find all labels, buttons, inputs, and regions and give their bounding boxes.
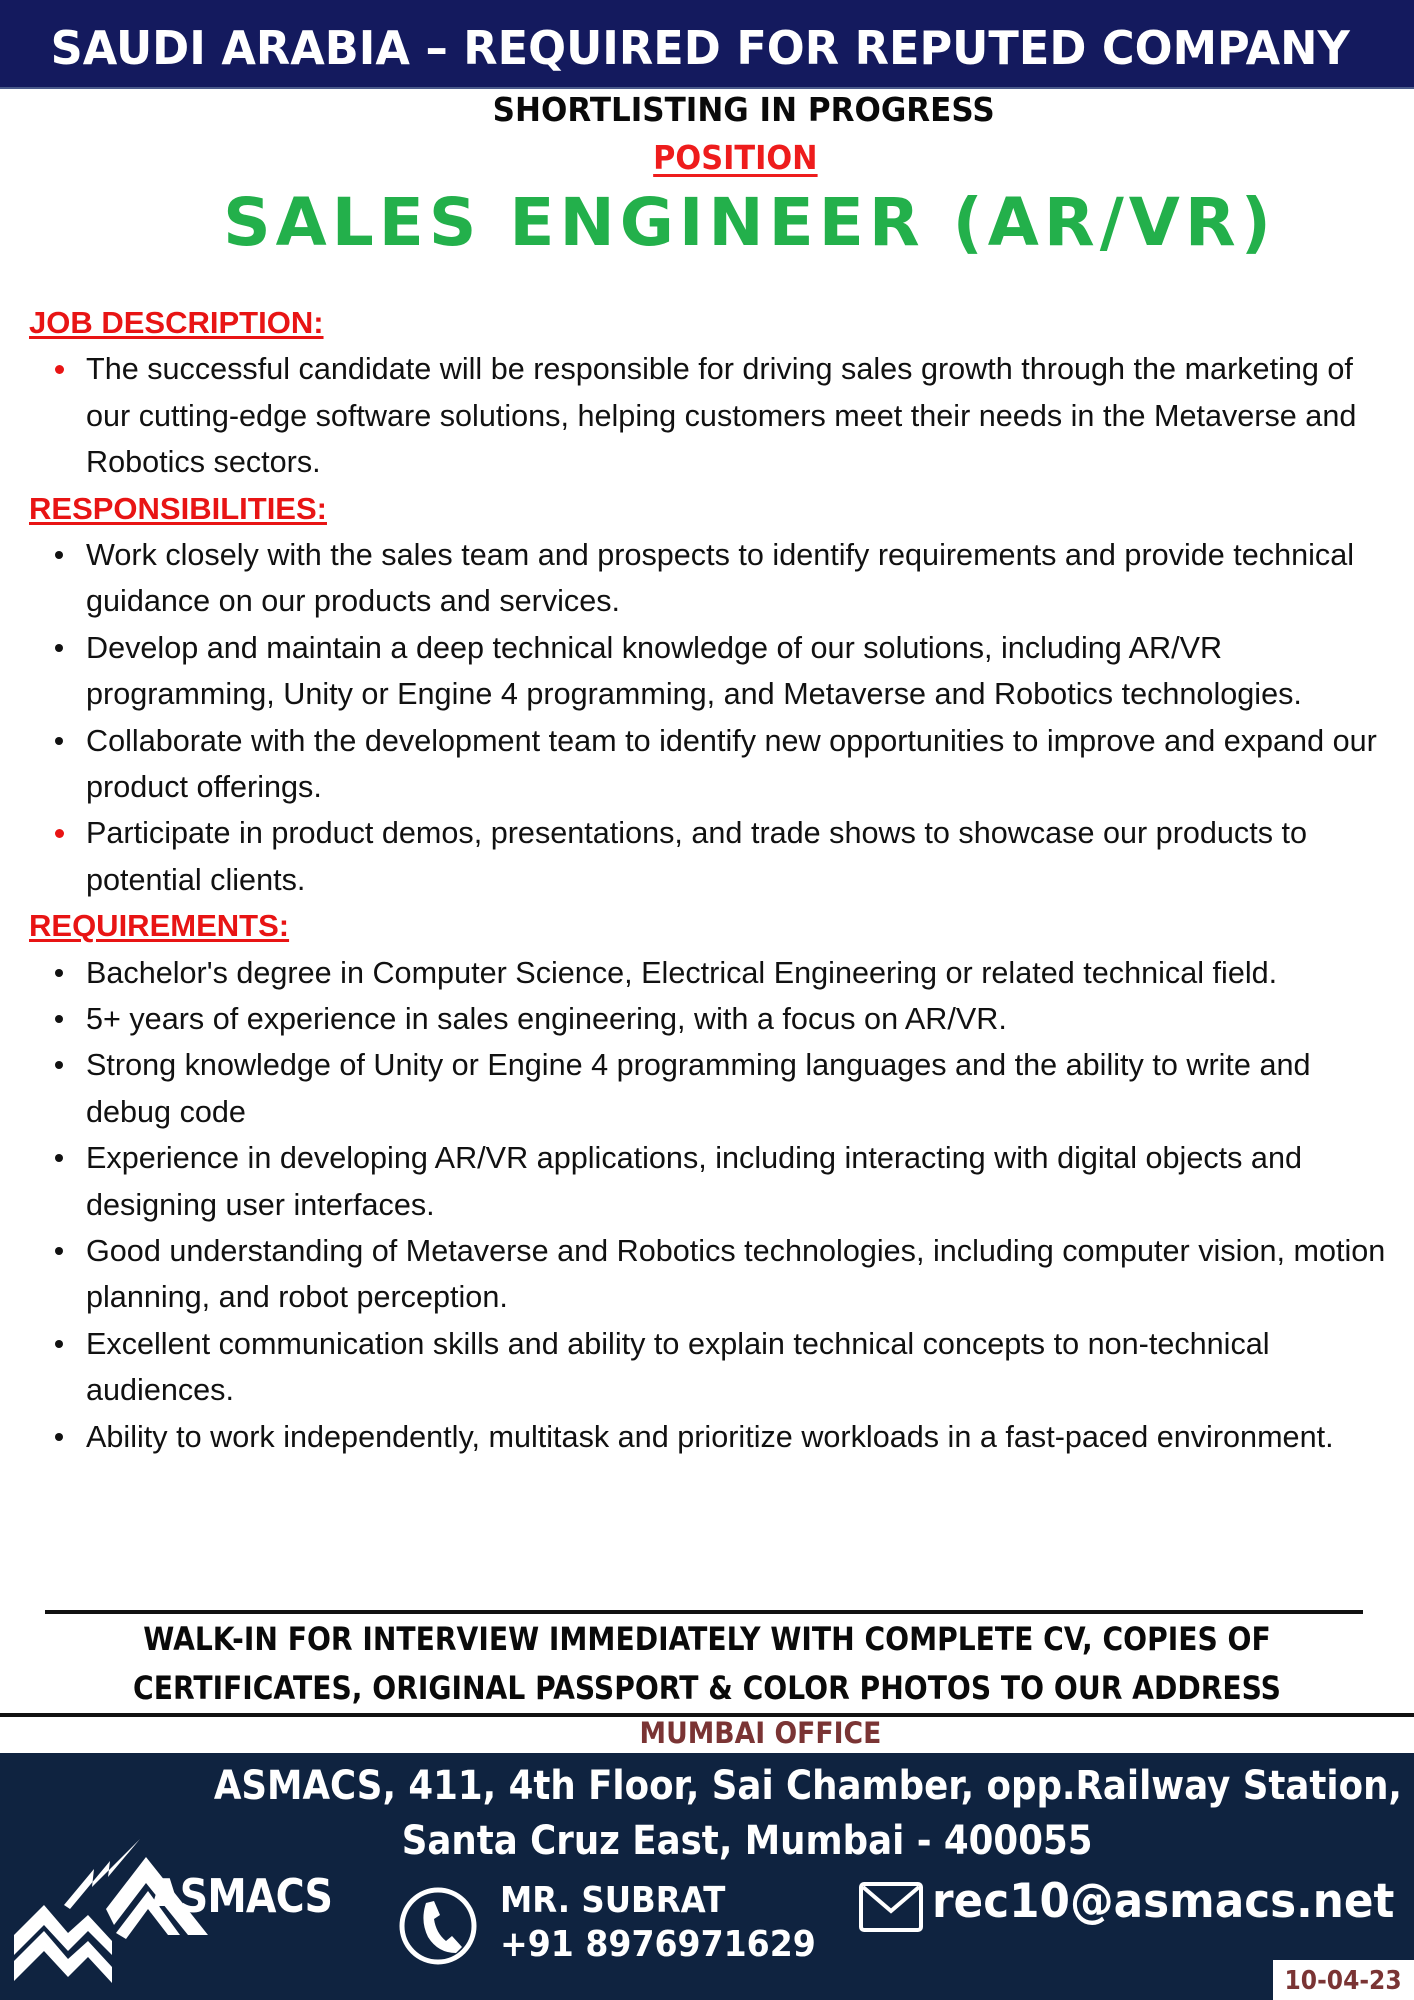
list-item-text: Good understanding of Metaverse and Robotics technologies, including computer vision, motion planning, and robot perception.: [86, 1234, 1386, 1315]
list-item: [29, 1228, 1399, 1321]
list-item: [29, 532, 1399, 625]
bullet-icon: [55, 829, 64, 838]
bullet-icon: [55, 737, 63, 745]
list-item: [29, 1321, 1399, 1414]
list-item-text: Strong knowledge of Unity or Engine 4 programming languages and the ability to write and debug code: [86, 1048, 1311, 1129]
list-item-text: 5+ years of experience in sales engineering, with a focus on AR/VR.: [86, 1002, 1007, 1037]
office-label: MUMBAI OFFICE: [639, 1716, 881, 1750]
job-title: SALES ENGINEER (AR/VR): [223, 184, 1276, 261]
list-item-text: The successful candidate will be responsible for driving sales growth through the marketing of our cutting-edge software solutions, helping customers meet their needs in the Metaverse and Robotics sectors.: [86, 352, 1357, 480]
position-label: POSITION: [652, 138, 818, 177]
banner-title: SAUDI ARABIA – REQUIRED FOR REPUTED COMPANY: [50, 21, 1350, 75]
bullet-icon: [55, 1061, 63, 1069]
job-description-heading: JOB DESCRIPTION:: [29, 305, 324, 340]
bullet-icon: [55, 969, 63, 977]
requirements-list: [29, 950, 1399, 1460]
job-content: [29, 300, 1399, 1460]
address-line-1: ASMACS, 411, 4th Floor, Sai Chamber, opp.Railway Station,: [213, 1763, 1402, 1809]
phone-icon: [396, 1881, 482, 1971]
list-item-text: Participate in product demos, presentations, and trade shows to showcase our products to potential clients.: [86, 816, 1308, 897]
list-item-text: Collaborate with the development team to identify new opportunities to improve and expand our product offerings.: [86, 723, 1377, 805]
list-item: [29, 1135, 1399, 1228]
list-item: [29, 996, 1399, 1042]
list-item: [29, 346, 1399, 485]
bullet-icon: [55, 1247, 63, 1255]
list-item-text: Ability to work independently, multitask and prioritize workloads in a fast-paced environment.: [86, 1419, 1334, 1454]
list-item: [29, 625, 1399, 718]
mail-icon: [858, 1881, 924, 1933]
position-label-wrap: [0, 138, 1414, 177]
date-badge: [1273, 1960, 1414, 2000]
office-label-wrap: [0, 1715, 1414, 1751]
email-link[interactable]: rec10@asmacs.net: [932, 1874, 1395, 1929]
responsibilities-heading: RESPONSIBILITIES:: [29, 490, 327, 526]
address-line-1-wrap: [0, 1759, 1414, 1813]
list-item: [29, 1414, 1399, 1460]
list-item-text: Develop and maintain a deep technical knowledge of our solutions, including AR/VR programming, Unity or Engine 4 programming, and Metaverse and Robotics technologies.: [86, 630, 1302, 712]
walk-in-line-1: WALK-IN FOR INTERVIEW IMMEDIATELY WITH COMPLETE CV, COPIES OF: [143, 1620, 1271, 1658]
list-item: [29, 1042, 1399, 1135]
list-item: [29, 950, 1399, 996]
bullet-icon: [55, 551, 63, 559]
contact-name: MR. SUBRAT: [500, 1880, 726, 1921]
list-item-text: Excellent communication skills and ability to explain technical concepts to non-technical audiences.: [86, 1326, 1270, 1408]
bullet-icon: [55, 1154, 63, 1162]
list-item-text: Bachelor's degree in Computer Science, Electrical Engineering or related technical field.: [86, 955, 1278, 990]
bullet-icon: [55, 644, 63, 652]
address-line-2: Santa Cruz East, Mumbai - 400055: [401, 1818, 1093, 1864]
divider: [45, 1610, 1363, 1614]
logo-text: ASMACS: [150, 1869, 333, 1923]
bullet-icon: [55, 365, 64, 374]
requirements-heading: REQUIREMENTS:: [29, 908, 290, 944]
bullet-icon: [55, 1015, 63, 1023]
list-item: [29, 810, 1399, 903]
date-text: 10-04-23: [1284, 1966, 1403, 1996]
contact-phone[interactable]: +91 8976971629: [500, 1924, 816, 1965]
footer: [0, 1753, 1414, 2000]
bullet-icon: [55, 1433, 63, 1441]
walk-in-line-2: CERTIFICATES, ORIGINAL PASSPORT & COLOR PHOTOS TO OUR ADDRESS: [133, 1669, 1281, 1707]
walk-in-notice: [0, 1615, 1414, 1713]
bullet-icon: [55, 1340, 63, 1348]
responsibilities-list: [29, 532, 1399, 903]
list-item-text: Work closely with the sales team and prospects to identify requirements and provide technical guidance on our products and services.: [86, 538, 1355, 619]
list-item-text: Experience in developing AR/VR applications, including interacting with digital objects and designing user interfaces.: [86, 1141, 1302, 1222]
list-item: [29, 718, 1399, 811]
top-banner: [0, 0, 1414, 89]
status-text: SHORTLISTING IN PROGRESS: [492, 90, 995, 129]
job-description-list: [29, 346, 1399, 485]
